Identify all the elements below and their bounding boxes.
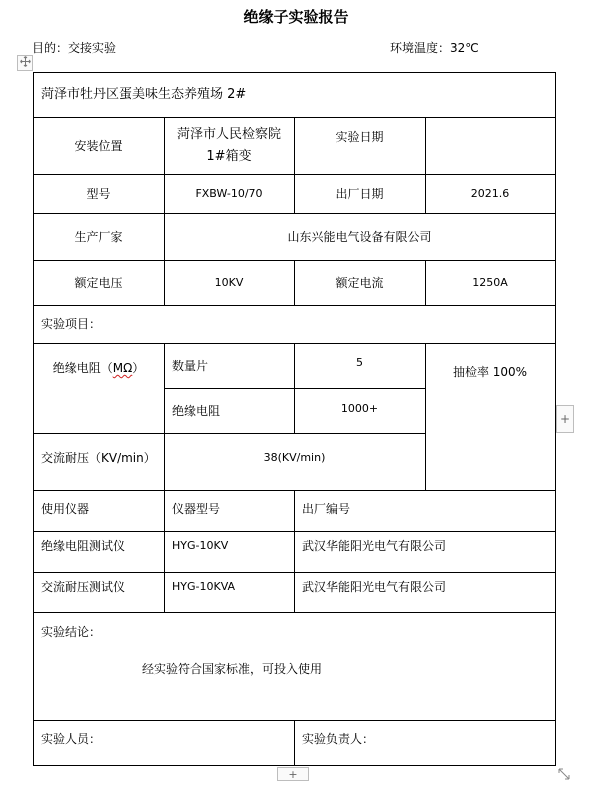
table-rule bbox=[33, 612, 556, 613]
install-location-label: 安装位置 bbox=[74, 138, 123, 153]
test-items-label: 实验项目： bbox=[41, 317, 102, 331]
insulation-label-prefix: 绝缘电阻（ bbox=[52, 361, 113, 375]
sampling-rate: 抽检率 100% bbox=[452, 364, 528, 379]
instrument-serial: 武汉华能阳光电气有限公司 bbox=[302, 539, 447, 553]
add-row-button[interactable] bbox=[277, 767, 309, 781]
model-label: 型号 bbox=[86, 186, 111, 201]
test-date-value bbox=[425, 117, 555, 174]
supervisor-label: 实验负责人： bbox=[302, 732, 375, 746]
install-location-line2: 1#箱变 bbox=[206, 148, 252, 164]
instrument-serial: 武汉华能阳光电气有限公司 bbox=[302, 580, 447, 594]
rated-voltage-label: 额定电压 bbox=[74, 275, 123, 290]
test-purpose: 目的：交接实验 bbox=[32, 41, 117, 55]
project-name: 菏泽市牡丹区蛋美味生态养殖场 2# bbox=[41, 86, 247, 102]
ac-withstand-value: 38(KV/min) bbox=[263, 451, 326, 464]
tester-label: 实验人员： bbox=[41, 732, 102, 746]
insulation-resistance-heading bbox=[33, 343, 164, 433]
quantity-label: 数量片 bbox=[172, 358, 209, 373]
ac-withstand-label: 交流耐压（KV/min） bbox=[41, 451, 156, 465]
instrument-model: HYG-10KV bbox=[172, 539, 229, 552]
instrument-model-col-label: 仪器型号 bbox=[172, 502, 221, 516]
test-date-label: 实验日期 bbox=[335, 130, 384, 144]
insulation-label-unit: MΩ bbox=[112, 361, 133, 375]
conclusion-label: 实验结论： bbox=[41, 625, 102, 639]
factory-date-label: 出厂日期 bbox=[335, 186, 384, 201]
insulation-resistance-label: 绝缘电阻 bbox=[172, 403, 221, 418]
instrument-model: HYG-10KVA bbox=[172, 580, 236, 593]
conclusion-text: 经实验符合国家标准，可投入使用 bbox=[142, 662, 323, 676]
instrument-name: 绝缘电阻测试仪 bbox=[41, 539, 126, 553]
manufacturer-value: 山东兴能电气设备有限公司 bbox=[287, 229, 432, 244]
table-resize-handle[interactable] bbox=[556, 767, 572, 783]
manufacturer-label: 生产厂家 bbox=[74, 229, 123, 244]
table-border-bottom bbox=[33, 765, 556, 766]
install-location-line1: 菏泽市人民检察院 bbox=[176, 126, 281, 142]
quantity-value: 5 bbox=[356, 356, 363, 369]
insulation-resistance-value: 1000+ bbox=[340, 401, 379, 415]
plus-icon: + bbox=[559, 412, 571, 426]
rated-current-value: 1250A bbox=[472, 275, 508, 289]
insulation-label-suffix: ） bbox=[132, 361, 145, 375]
rated-voltage-value: 10KV bbox=[214, 275, 244, 289]
instrument-col-label: 使用仪器 bbox=[41, 502, 90, 516]
ambient-temperature: 环境温度：32℃ bbox=[390, 41, 479, 55]
plus-icon: + bbox=[288, 767, 298, 781]
install-location-value bbox=[164, 117, 294, 174]
model-value: FXBW-10/70 bbox=[195, 186, 263, 200]
factory-date-value: 2021.6 bbox=[470, 186, 510, 200]
resize-diagonal-icon bbox=[558, 768, 570, 783]
rated-current-label: 额定电流 bbox=[335, 275, 384, 290]
instrument-name: 交流耐压测试仪 bbox=[41, 580, 126, 594]
table-move-handle[interactable] bbox=[17, 55, 33, 71]
serial-col-label: 出厂编号 bbox=[302, 502, 351, 516]
move-arrows-icon bbox=[20, 56, 31, 70]
report-title: 绝缘子实验报告 bbox=[243, 8, 349, 26]
add-column-button[interactable] bbox=[556, 405, 574, 433]
